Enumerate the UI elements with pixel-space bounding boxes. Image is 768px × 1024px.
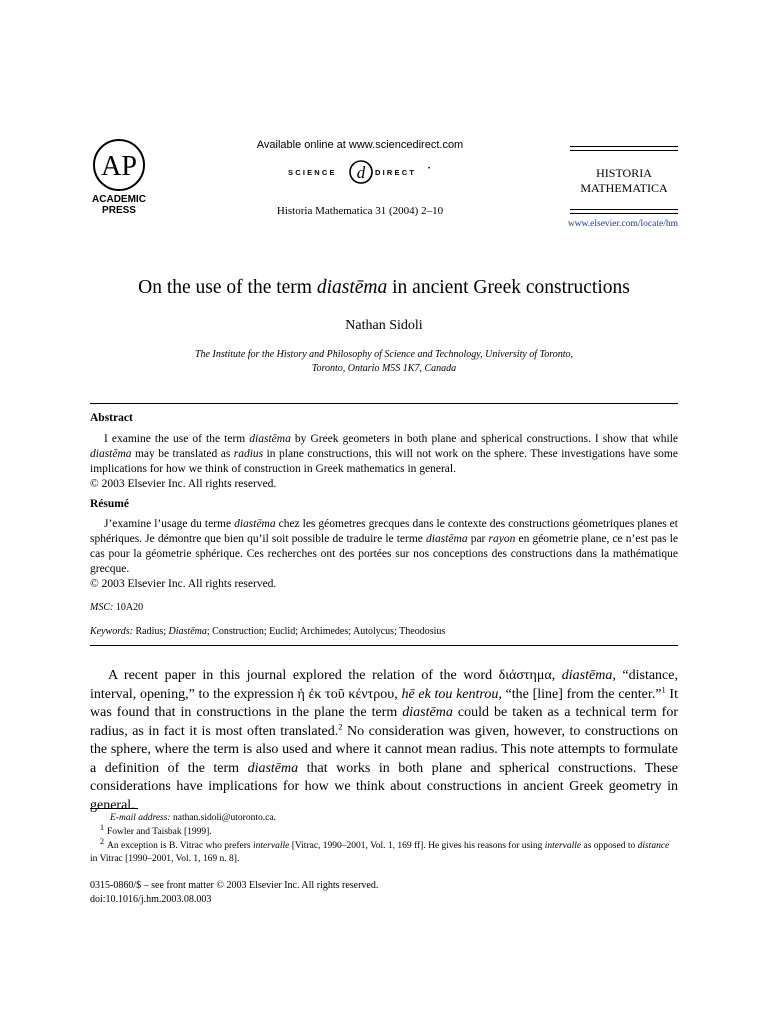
body-paragraph: A recent paper in this journal explored the relation of the word διάστημα, diastēma, “distance, interval, opening,” to the expression ἡ ἐκ τοῦ κέντρου, hē ek tou kentrou, “the [line] from the center.”$^1$ It was found that in constructions in the plane the term diastēma could be taken as a technical term for radius, as in fact it is most often translated.$^2$ No consideration was given, however, to constructions on the sphere, where the term is also used and where it cannot mean radius. This note attempts to formulate a definition of the term diastēma that works in both plane and spherical constructions. These considerations have implications for how we think about constructions in ancient Greek geometry in general.: [90, 668, 679, 813]
sciencedirect-logo-icon: [288, 156, 438, 188]
title-part-2: in ancient Greek constructions: [387, 277, 630, 298]
publisher-name: [78, 194, 160, 216]
keywords: Keywords: Radius; Diastēma; Construction; Euclid; Archimedes; Autolycus; Theodosius: [90, 626, 446, 637]
doi-line[interactable]: doi:10.1016/j.hm.2003.08.003: [90, 894, 212, 905]
footnote-rule: [90, 808, 138, 809]
sd-logo-science: SCIENCE: [288, 168, 337, 177]
author-email-link[interactable]: nathan.sidoli@utoronto.ca.: [170, 813, 276, 823]
affiliation-line2: Toronto, Ontario M5S 1K7, Canada: [311, 363, 457, 374]
journal-rule-top: [570, 146, 678, 151]
msc-code: MSC: 10A20: [90, 602, 144, 613]
academic-press-logo-icon: [92, 138, 146, 192]
title-italic-term: diastēma: [316, 277, 388, 298]
journal-url-link[interactable]: www.elsevier.com/locate/hm: [567, 219, 678, 229]
abstract-text: I examine the use of the term diastēma by Greek geometers in both plane and spherical constructions. I show that while diastēma may be translated as radius in plane constructions, this will not work on the sphere. These investigations have some implications for how we think of construction in Greek mathematics in general.: [90, 433, 678, 475]
footnote-2: $^2$ An exception is B. Vitrac who prefers intervalle [Vitrac, 1990–2001, Vol. 1, 169 ff]. He gives his reasons for using intervalle as opposed to distance in Vitrac [1990–2001, Vol. 1, 169 n. 8].: [90, 836, 670, 864]
journal-name-line2: MATHEMATICA: [580, 181, 668, 195]
title-part-1: On the use of the term: [138, 277, 317, 298]
journal-reference: Historia Mathematica 31 (2004) 2–10: [276, 205, 444, 217]
footnote-ref-1[interactable]: 1: [661, 683, 666, 694]
resume-body: [90, 517, 678, 592]
front-matter-line: 0315-0860/$ – see front matter © 2003 Elsevier Inc. All rights reserved.: [90, 880, 379, 891]
abstract-heading: Abstract: [90, 412, 133, 424]
author-affiliation: [120, 348, 648, 376]
resume-text: J’examine l’usage du terme diastēma chez les géometres grecques dans le contexte des constructions géometriques planes et sphériques. Je démontre que bien qu’il soit possible de traduire le terme diastēma par rayon en géometrie plane, ce n’est pas le cas pour la géometrie sphérique. Ces recherches ont des portées sur nos conceptions des constructions dans la mathématique grecque.: [90, 518, 679, 575]
abstract-body: [90, 432, 678, 492]
journal-rule-bottom: [570, 209, 678, 214]
publisher-logo-letters: AP: [101, 151, 137, 182]
footnote-1: $^1$ Fowler and Taisbak [1999].: [100, 822, 212, 837]
affiliation-line1: The Institute for the History and Philosophy of Science and Technology, University of Toronto,: [194, 349, 574, 360]
sd-logo-direct: DIRECT: [375, 168, 417, 177]
journal-name-line1: HISTORIA: [596, 166, 652, 180]
svg-text:•: •: [428, 166, 431, 172]
journal-name: [570, 166, 678, 196]
available-online-text: Available online at www.sciencedirect.com: [256, 139, 464, 151]
sd-logo-d: d: [356, 163, 366, 182]
footnote-email: E-mail address: nathan.sidoli@utoronto.ca.: [110, 813, 276, 823]
footnote-ref-2[interactable]: 2: [338, 720, 343, 731]
author-name: Nathan Sidoli: [345, 318, 423, 333]
publisher-name-line2: PRESS: [102, 205, 136, 216]
abstract-top-rule: [90, 403, 678, 404]
abstract-copyright: © 2003 Elsevier Inc. All rights reserved.: [90, 478, 277, 490]
article-title: [60, 277, 708, 299]
abstract-bottom-rule: [90, 645, 678, 646]
publisher-name-line1: ACADEMIC: [92, 194, 146, 205]
resume-heading: Résumé: [90, 498, 129, 510]
resume-copyright: © 2003 Elsevier Inc. All rights reserved.: [90, 578, 277, 590]
